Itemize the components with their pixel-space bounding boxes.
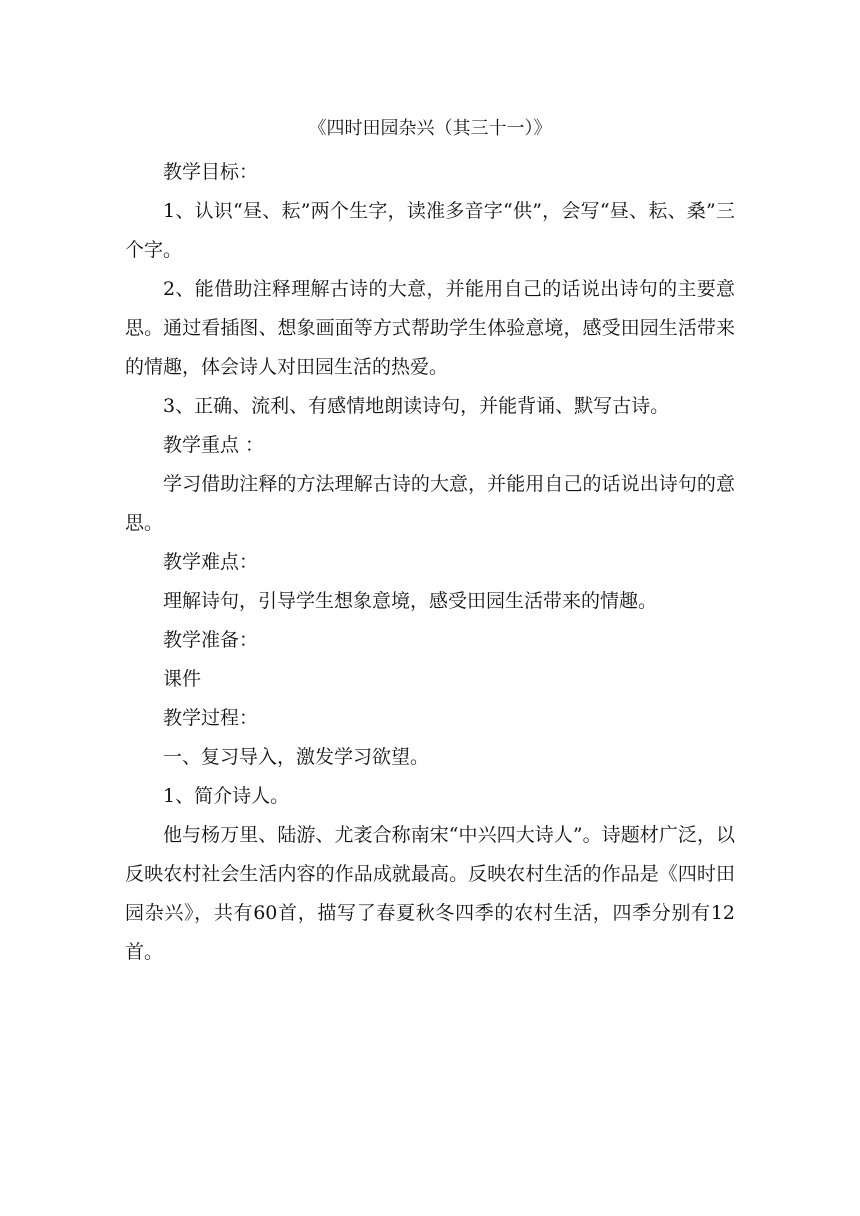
difficulties-text: 理解诗句，引导学生想象意境，感受田园生活带来的情趣。 — [163, 590, 658, 612]
process-substep-1: 1、简介诗人。 — [163, 785, 290, 807]
heading-difficulties: 教学难点： — [163, 551, 259, 573]
key-points-text: 学习借助注释的方法理解古诗的大意，并能用自己的话说出诗句的意思。 — [125, 473, 735, 534]
goal-item-3: 3、正确、流利、有感情地朗读诗句，并能背诵、默写古诗。 — [163, 395, 670, 417]
document-body — [125, 153, 735, 972]
process-step-1: 一、复习导入，激发学习欲望。 — [163, 746, 430, 768]
preparation-text: 课件 — [163, 668, 202, 690]
document-title: 《四时田园杂兴（其三十一）》 — [308, 118, 552, 139]
poet-introduction: 他与杨万里、陆游、尤袤合称南宋“中兴四大诗人”。诗题材广泛，以反映农村社会生活内容的作品成就最高。反映农村生活的作品是《四时田园杂兴》，共有60首，描写了春夏秋冬四季的农村生活，四季分别有12首。 — [125, 824, 735, 963]
heading-preparation: 教学准备： — [163, 629, 259, 651]
goal-item-1: 1、认识“昼、耘”两个生字，读准多音字“供”，会写“昼、耘、桑”三个字。 — [125, 200, 735, 261]
heading-key-points: 教学重点 ： — [163, 434, 265, 456]
heading-process: 教学过程： — [163, 707, 259, 729]
heading-teaching-goals: 教学目标： — [163, 161, 259, 183]
goal-item-2: 2、能借助注释理解古诗的大意，并能用自己的话说出诗句的主要意思。通过看插图、想象画面等方式帮助学生体验意境，感受田园生活带来的情趣，体会诗人对田园生活的热爱。 — [125, 278, 735, 378]
